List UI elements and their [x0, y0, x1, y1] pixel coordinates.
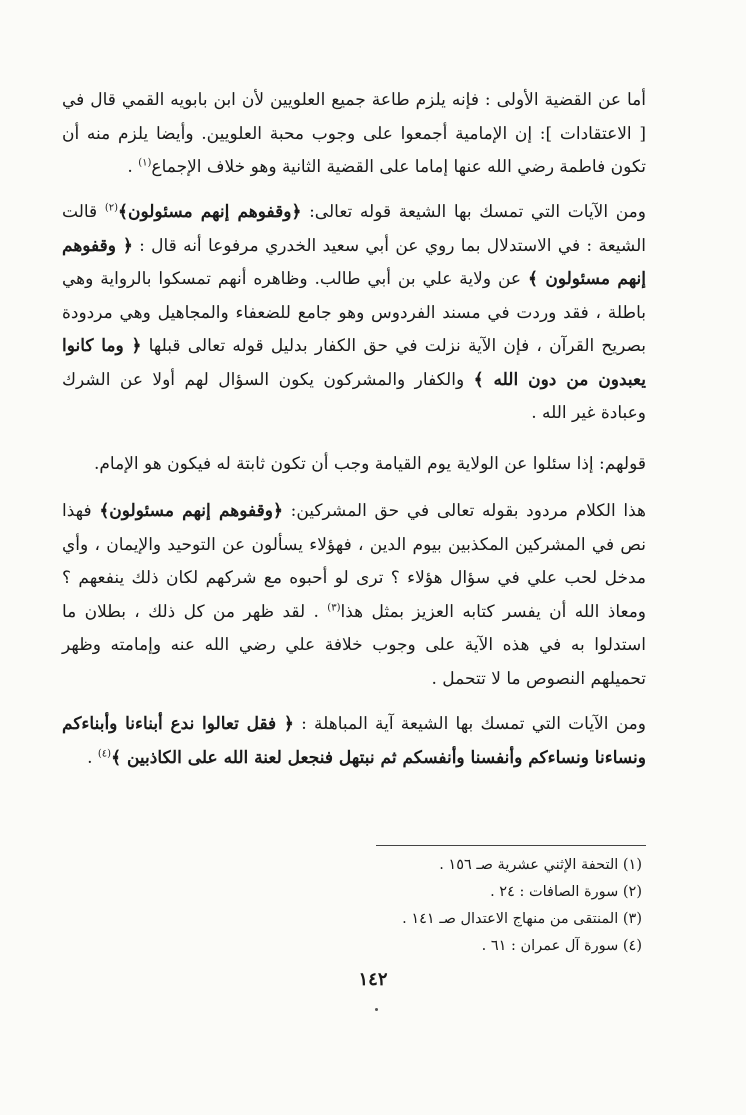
- footnote-ref-1: (١): [138, 157, 152, 169]
- page-mark: [375, 1008, 378, 1011]
- quran-verse: ﴿وقفوهم إنهم مسئولون﴾: [118, 202, 302, 222]
- footnote-2: (٢) سورة الصافات : ٢٤ .: [490, 884, 642, 900]
- page-number: ١٤٢: [358, 969, 388, 990]
- paragraph-text: ومن الآيات التي تمسك بها الشيعة آية المباهلة :: [293, 714, 646, 734]
- footnote-1: (١) التحفة الإثني عشرية صـ ١٥٦ .: [439, 857, 642, 873]
- paragraph-2: [62, 196, 646, 431]
- footnote-4: (٤) سورة آل عمران : ٦١ .: [481, 938, 642, 954]
- footnote-3: (٣) المنتقى من منهاج الاعتدال صـ ١٤١ .: [402, 911, 642, 927]
- paragraph-text: ومن الآيات التي تمسك بها الشيعة قوله تعالى:: [301, 202, 646, 222]
- quran-verse: ﴿ فقل تعالوا ندع أبناءنا وأبناءكم ونساءنا ونساءكم وأنفسنا وأنفسكم ثم نبتهل فنجعل لعنة الله على الكاذبين ﴾: [62, 714, 646, 768]
- footnotes: [222, 852, 642, 960]
- paragraph-3: [62, 448, 646, 482]
- footnote-ref-2: (٢): [104, 202, 118, 214]
- paragraph-text: .: [87, 747, 98, 768]
- quran-verse: ﴿وقفوهم إنهم مسئولون﴾: [99, 501, 283, 521]
- quran-verse: ﴿ وقفوهم إنهم مسئولون ﴾: [62, 235, 646, 289]
- paragraph-text: قالت الشيعة : في الاستدلال بما روي عن أبي سعيد الخدري مرفوعا أنه قال :: [62, 202, 646, 256]
- paragraph-text: هذا الكلام مردود بقوله تعالى في حق المشركين:: [282, 501, 646, 521]
- footnote-ref-3: (٣): [327, 601, 341, 613]
- paragraph-text: قولهم: إذا سئلوا عن الولاية يوم القيامة وجب أن تكون ثابتة له فيكون هو الإمام.: [93, 454, 646, 474]
- paragraph-text: أما عن القضية الأولى : فإنه يلزم طاعة جميع العلويين لأن ابن بابويه القمي قال في [ الاعتقادات ]: إن الإمامية أجمعوا على وجوب محبة العلويين. وأيضا يلزم منه أن تكون فاطمة رضي الله عنها إماما على القضية الثانية وهو خلاف الإجماع: [62, 90, 646, 177]
- footnote-ref-4: (٤): [97, 747, 112, 759]
- paragraph-5: [62, 708, 646, 775]
- paragraph-text: عن ولاية علي بن أبي طالب. وظاهره أنهم تمسكوا بالرواية وهي باطلة ، فقد وردت في مسند الفردوس وهو جامع للضعفاء والمجاهيل وهي مردودة بصريح القرآن ، فإن الآية نزلت في حق الكفار بدليل قوله تعالى قبلها: [62, 269, 646, 356]
- paragraph-text: فهذا نص في المشركين المكذبين بيوم الدين ، فهؤلاء يسألون عن التوحيد والإيمان ، وأي مدخل لحب علي في سؤال هؤلاء ؟ ترى لو أحبوه مع شركهم لكان ذلك ينفعهم ؟ ومعاذ الله أن يفسر كتابه العزيز بمثل هذا: [62, 501, 647, 622]
- paragraph-text: .: [127, 157, 139, 177]
- paragraph-text: . لقد ظهر من كل ذلك ، بطلان ما استدلوا به في هذه الآية على وجوب خلافة علي رضي الله عنه وإمامته وظهر تحميلهم النصوص ما لا تتحمل .: [62, 601, 646, 689]
- paragraph-1: [62, 84, 646, 185]
- footnote-divider: [376, 845, 646, 846]
- quran-verse: ﴿ وما كانوا يعبدون من دون الله ﴾: [62, 336, 646, 390]
- paragraph-text: والكفار والمشركون يكون السؤال لهم أولا عن الشرك وعبادة غير الله .: [62, 369, 646, 423]
- paragraph-4: [62, 495, 646, 696]
